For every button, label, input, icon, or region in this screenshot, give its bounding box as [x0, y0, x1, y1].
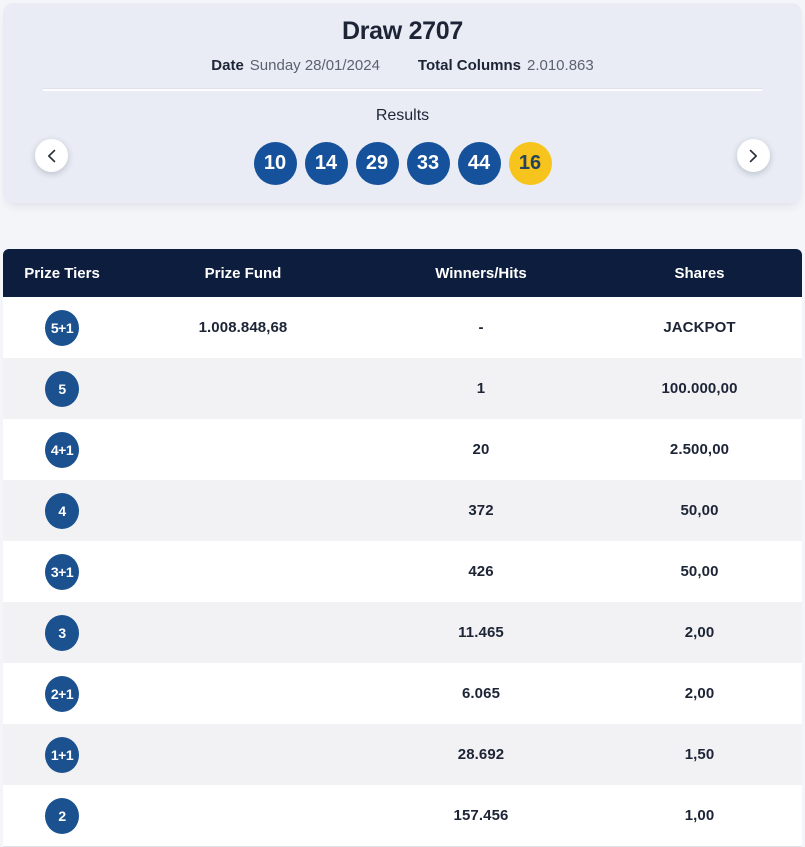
winners-hits-cell: -	[478, 319, 484, 336]
shares-cell: 1,50	[684, 746, 715, 763]
tier-badge: 5+1	[45, 310, 79, 346]
header-divider	[43, 89, 762, 91]
total-columns-value: 2.010.863	[526, 57, 594, 74]
table-row	[3, 419, 802, 480]
tier-badge: 4+1	[45, 432, 79, 468]
total-columns	[418, 57, 594, 74]
date-value: Sunday 28/01/2024	[249, 57, 380, 74]
table-row	[3, 602, 802, 663]
next-draw-button[interactable]	[737, 139, 770, 172]
tier-badge: 3+1	[45, 554, 79, 590]
results-balls-row	[3, 142, 802, 185]
winning-number-ball: 14	[305, 142, 348, 185]
chevron-left-icon	[47, 149, 56, 163]
prize-tier-cell	[3, 798, 121, 834]
tier-badge: 1+1	[45, 737, 79, 773]
winning-number-ball: 44	[458, 142, 501, 185]
winning-number-ball: 29	[356, 142, 399, 185]
prize-tier-cell	[3, 493, 121, 529]
winners-hits-cell: 6.065	[461, 685, 501, 702]
shares-cell: 2.500,00	[669, 441, 730, 458]
tier-badge: 3	[45, 615, 79, 651]
prize-tier-cell	[3, 676, 121, 712]
date-label: Date	[211, 57, 244, 74]
table-row	[3, 358, 802, 419]
shares-cell: 1,00	[684, 807, 715, 824]
prize-tiers-table	[3, 249, 802, 847]
winners-hits-cell: 157.456	[453, 807, 509, 824]
page-title: Draw 2707	[342, 17, 463, 45]
shares-cell: JACKPOT	[663, 319, 736, 336]
chevron-right-icon	[749, 149, 758, 163]
winning-number-ball: 10	[254, 142, 297, 185]
winners-hits-cell: 11.465	[458, 624, 504, 641]
shares-cell: 50,00	[680, 502, 719, 519]
tier-badge: 4	[45, 493, 79, 529]
winners-hits-cell: 20	[472, 441, 490, 458]
winning-number-ball: 33	[407, 142, 450, 185]
winners-hits-cell: 28.692	[457, 746, 505, 763]
tier-badge: 2+1	[45, 676, 79, 712]
prize-tier-cell	[3, 310, 121, 346]
results-label: Results	[375, 107, 430, 124]
shares-cell: 50,00	[680, 563, 719, 580]
previous-draw-button[interactable]	[35, 139, 68, 172]
table-row	[3, 541, 802, 602]
winners-hits-cell: 1	[476, 380, 486, 397]
column-header-prize-tiers: Prize Tiers	[24, 264, 100, 282]
winning-numbers	[3, 142, 802, 185]
column-header-prize-fund: Prize Fund	[204, 264, 282, 282]
table-row	[3, 785, 802, 846]
winners-hits-cell: 372	[468, 502, 494, 519]
bonus-number-ball: 16	[509, 142, 552, 185]
shares-cell: 2,00	[684, 685, 715, 702]
shares-cell: 100.000,00	[661, 380, 738, 397]
tier-badge: 2	[45, 798, 79, 834]
prize-tier-cell	[3, 615, 121, 651]
table-row	[3, 297, 802, 358]
winners-hits-cell: 426	[468, 563, 494, 580]
shares-cell: 2,00	[684, 624, 715, 641]
table-body	[3, 297, 802, 846]
table-row	[3, 663, 802, 724]
total-columns-label: Total Columns	[417, 57, 521, 74]
column-header-winners-hits: Winners/Hits	[435, 264, 527, 282]
table-row	[3, 724, 802, 785]
tier-badge: 5	[45, 371, 79, 407]
table-row	[3, 480, 802, 541]
column-header-shares: Shares	[674, 264, 725, 282]
draw-date	[211, 57, 380, 74]
prize-tier-cell	[3, 737, 121, 773]
prize-tier-cell	[3, 554, 121, 590]
prize-tier-cell	[3, 432, 121, 468]
prize-tier-cell	[3, 371, 121, 407]
table-header-row	[3, 249, 802, 297]
draw-header-card	[3, 3, 802, 203]
draw-meta	[3, 57, 802, 74]
prize-fund-cell: 1.008.848,68	[198, 319, 288, 336]
